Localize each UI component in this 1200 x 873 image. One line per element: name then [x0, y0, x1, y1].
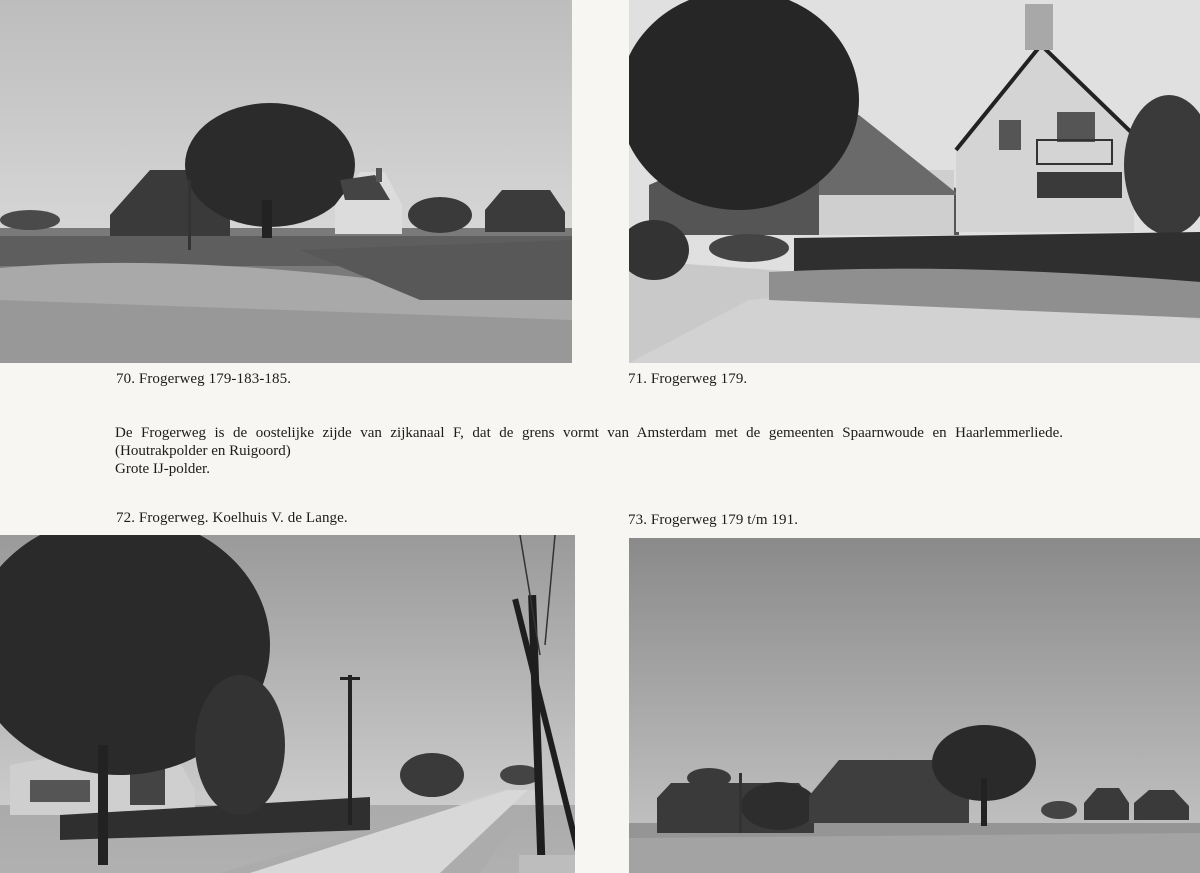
caption-73: 73. Frogerweg 179 t/m 191. [628, 512, 799, 528]
caption-72: 72. Frogerweg. Koelhuis V. de Lange. [116, 510, 348, 526]
description-text [115, 424, 1063, 478]
caption-70: 70. Frogerweg 179-183-185. [116, 371, 292, 387]
description-paragraph: De Frogerweg is de oostelijke zijde van zijkanaal F, dat de grens vormt van Amsterdam met de gemeenten Spaarnwoude en Haarlemmerliede. (Houtrakpolder en Ruigoord) [115, 425, 1063, 459]
photo-71-frogerweg-179 [629, 0, 1200, 363]
photo-72-koelhuis-v-de-lange [0, 535, 575, 873]
photo-73-frogerweg-179-tm-191 [629, 538, 1200, 873]
caption-71: 71. Frogerweg 179. [628, 371, 748, 387]
photo-70-frogerweg-179-183-185 [0, 0, 572, 363]
description-polder: Grote IJ-polder. [115, 461, 210, 477]
